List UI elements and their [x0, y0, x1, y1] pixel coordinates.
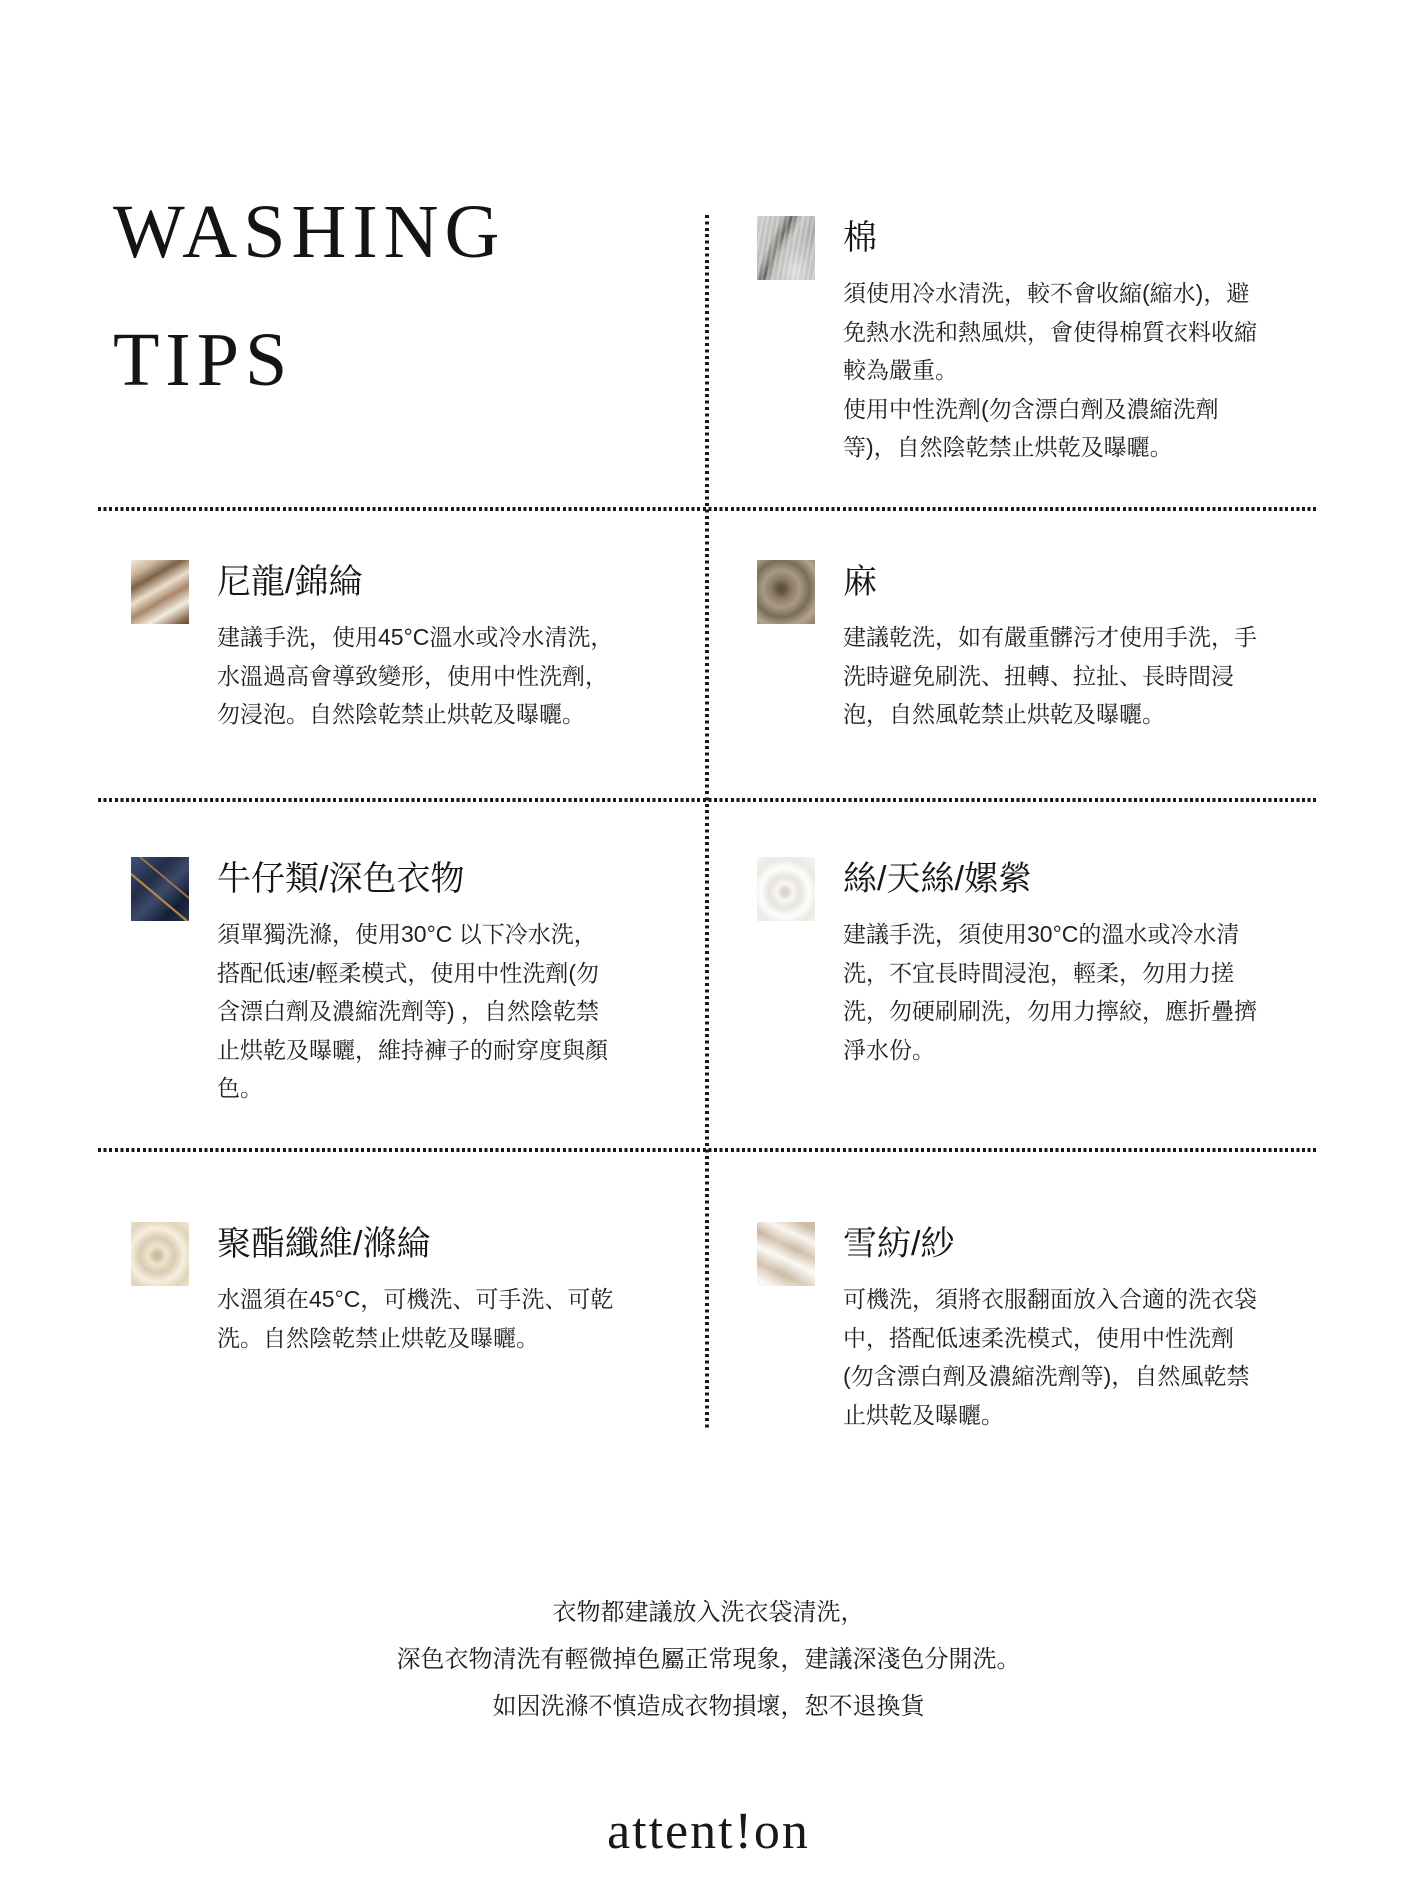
section-title: 棉	[843, 219, 877, 257]
footer-notes	[0, 1589, 1417, 1730]
section-paragraph: 建議手洗，使用45°C溫水或冷水清洗，水溫過高會導致變形，使用中性洗劑，勿浸泡。自然陰乾禁止烘乾及曝曬。	[217, 624, 614, 727]
silk-fabric-image	[757, 857, 815, 921]
section-paragraph: 可機洗，須將衣服翻面放入合適的洗衣袋中，搭配低速柔洗模式，使用中性洗劑(勿含漂白劑及濃縮洗劑等)，自然風乾禁止烘乾及曝曬。	[843, 1286, 1257, 1428]
footer-note-line: 衣物都建議放入洗衣袋清洗，	[552, 1599, 865, 1626]
section-nylon-content	[217, 560, 617, 734]
section-paragraph: 須單獨洗滌，使用30°C 以下冷水洗，搭配低速/輕柔模式，使用中性洗劑(勿含漂白劑及濃縮洗劑等) ，自然陰乾禁止烘乾及曝曬，維持褲子的耐穿度與顏色。	[217, 921, 608, 1101]
section-nylon	[131, 560, 617, 734]
vertical-dotted-divider	[705, 215, 709, 1428]
section-paragraph: 水溫須在45°C，可機洗、可手洗、可乾洗。自然陰乾禁止烘乾及曝曬。	[217, 1286, 614, 1351]
section-title: 尼龍/錦綸	[217, 563, 363, 601]
page-title-line1: WASHING	[113, 190, 506, 274]
footer-note-line: 深色衣物清洗有輕微掉色屬正常現象，建議深淺色分開洗。	[396, 1646, 1021, 1673]
section-paragraph: 須使用冷水清洗，較不會收縮(縮水)，避免熱水洗和熱風烘，會使得棉質衣料收縮較為嚴重。	[843, 280, 1257, 383]
section-chiffon-content	[843, 1222, 1257, 1434]
section-paragraph: 使用中性洗劑(勿含漂白劑及濃縮洗劑等)，自然陰乾禁止烘乾及曝曬。	[843, 395, 1219, 460]
polyester-fabric-image	[131, 1222, 189, 1286]
section-linen-content	[843, 560, 1257, 734]
section-denim-dark	[131, 857, 617, 1108]
section-title: 聚酯纖維/滌綸	[217, 1225, 431, 1263]
section-linen	[757, 560, 1257, 734]
horizontal-dotted-divider-2	[98, 798, 1317, 802]
section-cotton	[757, 216, 1257, 467]
page-title	[113, 168, 505, 424]
section-title: 雪紡/紗	[843, 1225, 955, 1263]
section-title: 麻	[843, 563, 877, 601]
brand-logo: attent!on	[607, 1803, 810, 1860]
section-chiffon	[757, 1222, 1257, 1434]
section-title: 牛仔類/深色衣物	[217, 860, 465, 898]
page-title-line2: TIPS	[113, 318, 294, 402]
section-paragraph: 建議手洗，須使用30°C的溫水或冷水清洗，不宜長時間浸泡，輕柔，勿用力搓洗，勿硬刷刷洗，勿用力擰絞，應折疊擠淨水份。	[843, 921, 1257, 1063]
denim-fabric-image	[131, 857, 189, 921]
horizontal-dotted-divider-1	[98, 507, 1317, 511]
section-silk-tencel-rayon	[757, 857, 1257, 1069]
section-denim-content	[217, 857, 617, 1108]
cotton-fabric-image	[757, 216, 815, 280]
nylon-fabric-image	[131, 560, 189, 624]
horizontal-dotted-divider-3	[98, 1148, 1317, 1152]
section-cotton-content	[843, 216, 1257, 467]
footer-note-line: 如因洗滌不慎造成衣物損壞，恕不退換貨	[492, 1693, 925, 1720]
section-paragraph: 建議乾洗，如有嚴重髒污才使用手洗，手洗時避免刷洗、扭轉、拉扯、長時間浸泡，自然風乾禁止烘乾及曝曬。	[843, 624, 1257, 727]
chiffon-fabric-image	[757, 1222, 815, 1286]
section-title: 絲/天絲/嫘縈	[843, 860, 1032, 898]
linen-fabric-image	[757, 560, 815, 624]
section-silk-content	[843, 857, 1257, 1069]
section-polyester-content	[217, 1222, 617, 1357]
section-polyester	[131, 1222, 617, 1357]
